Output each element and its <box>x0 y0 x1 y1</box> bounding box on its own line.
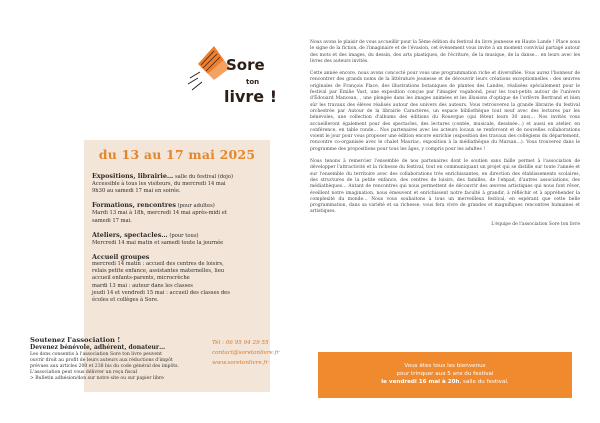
section-line: jeudi 14 et vendredi 15 mai : accueil des classes des <box>92 289 230 296</box>
banner-line: pour trinquer aux 5 ans du festival <box>396 371 494 377</box>
section-title: Accueil groupes <box>92 253 150 262</box>
section-line: 9h30 au samedi 17 mai en soirée. <box>92 188 181 195</box>
festival-dates: du 13 au 17 mai 2025 <box>98 147 256 162</box>
support-line: L'association peut vous délivrer un reçu fiscal <box>30 370 138 376</box>
section-title: Expositions, librairie… <box>92 172 174 180</box>
section-line: Accessible à tous les visiteurs, du mercredi 14 mai <box>92 181 226 187</box>
section-line: accueil enfants-parents, microcrèche <box>92 275 190 282</box>
intro-paragraph: Nous tenons à remercier l'ensemble de nos partenaires dont le soutien sans faille permet à l'association de développer l'attractivité et la richesse du festival, tout en communiquant un projet qui se distille sur toute l'année et sur l'ensemble du territoire avec des collaborations très enrichissantes, en direction des établissements scolaires, des structures de la petite enfance, des centres de loisirs, des familles, de l'ehpad, d'autres associations, des médiathèques… Autant de rencontres qui nous permettent de découvrir des œuvres artistiques qui nous font rêver, éveillent notre imagination, nous émeuvent et enrichissent notre faculté à grandir, à réfléchir et à appréhender la complexité du monde… Nous vous souhaitons à tous un merveilleux festival, en espérant que cette belle programmation, dans sa variété et sa richesse, vous fera vivre de grandes et magnifiques rencontres humaines et artistiques. <box>310 159 580 215</box>
section-line: mercredi 14 matin : accueil des centres de loisirs, <box>92 261 224 268</box>
support-line: prévues aux articles 200 et 238 bis du code général des impôts. <box>30 363 179 369</box>
support-block <box>30 336 200 383</box>
support-line: Les dons consentis à l'association Sore ton livre peuvent <box>30 351 162 357</box>
contact-phone: Tél : 06 95 94 29 55 <box>212 340 269 346</box>
section-line: Mercredi 14 mai matin et samedi toute la journée <box>92 239 224 246</box>
signature: L'équipe de l'association Sore ton livre <box>491 221 580 227</box>
intro-paragraph: Nous avons le plaisir de vous accueillir pour la 5ème édition du festival du livre jeunesse en Haute Lande ! Place sous le signe de la fiction, de l'imaginaire et de l'évasion, cet évènement vous invite à un moment convivial partagé autour des mots et des images, du dessin, des arts plastiques, de l'écriture, de la musique, de la danse… en leurs avec les livres des auteurs invités. <box>310 40 580 64</box>
support-subtitle: Devenez bénévole, adhérent, donateur… <box>30 344 166 351</box>
section-title: Formations, rencontres <box>92 201 176 210</box>
support-line: ouvrir droit au profit de leurs auteurs aux réductions d'impôt <box>30 357 173 363</box>
section-line: écoles et collèges à Sore. <box>92 297 159 304</box>
festival-logo <box>184 34 284 114</box>
section-title-note: (pour tous) <box>167 232 199 239</box>
program-section-expositions <box>92 172 262 195</box>
banner-line: Vous êtes tous les bienvenus <box>404 363 486 369</box>
program-section-groupes <box>92 253 262 304</box>
invitation-banner <box>318 352 572 398</box>
section-title-note: salle du festival (dojo) <box>173 174 233 180</box>
banner-venue: , salle du festival. <box>459 379 509 385</box>
support-line: > Bulletin adhésion/don sur notre site ou sur papier libre <box>30 376 164 382</box>
section-line: mardi 13 mai : auteur dans les classes <box>92 282 193 289</box>
section-title: Ateliers, spectacles… <box>92 230 168 239</box>
program-section-ateliers <box>92 231 262 247</box>
intro-paragraph: Cette année encore, nous avons concocté pour vous une programmation riche et diversifiée. Vous aurez l'honneur de rencontrer des grands noms de la littérature jeunesse et de découvrir leurs créations exceptionnelles : des œuvres originales de François Place, des illustrations botaniques de plantes des Landes, réalisées spécialement pour le festival par Émilie Vast, une exposition conçue par l'imagier vagabond, pour les tout-petits autour de l'univers d'Édouard Manceau, , une plongée dans les images animées et les illusions d'optique de l'orfèvre Bertrand et bien sûr les travaux des élèves réalisés autour des univers des auteurs. Vous retrouverez la grande librairie du festival orchestrée par Autour de la librairie Caractères, un espace bibliothèque tout neuf avec des lectures par les bénévoles, une collection d'albums des éditions du Rouergue (qui fêtent leurs 30 ans)… Nos invités vous accueilleront également pour des spectacles, des lectures (contée, musicale, dessinée…) et aussi en atelier, en conférence, en table ronde… Nos partenaires avec les acteurs locaux se renforcent et de nouvelles collaborations voient le jour pour vous proposer une édition encore enrichie (exposition des travaux des collégiens du département, rencontre co-organisée avec le chalet Mauriac, exposition à la médiathèque du Marsan…). Vous trouverez dans le programme des propositions pour tous les âges, y compris pour les adultes ! <box>310 71 580 152</box>
section-title-note: (pour adultes) <box>175 203 215 210</box>
intro-text <box>310 40 580 228</box>
logo-word-ton: ton <box>246 78 260 86</box>
contact-email[interactable]: contact@soretonlivre.fr <box>212 350 280 356</box>
book-icon <box>188 46 230 90</box>
contact-block <box>212 338 292 368</box>
section-line: Mardi 13 mai à 18h, mercredi 14 mai après-midi et <box>92 210 227 217</box>
logo-word-livre: livre ! <box>224 87 278 106</box>
section-line: relais petite enfance, assistantes maternelles, lieu <box>92 268 225 275</box>
logo-word-sore: Sore <box>226 56 265 74</box>
section-line: samedi 17 mai. <box>92 217 132 224</box>
banner-date: le vendredi 16 mai à 20h <box>381 379 460 385</box>
contact-website[interactable]: www.soretonlivre.fr <box>212 360 269 366</box>
program-section-formations <box>92 201 262 224</box>
support-title: Soutenez l'association ! <box>30 336 121 344</box>
